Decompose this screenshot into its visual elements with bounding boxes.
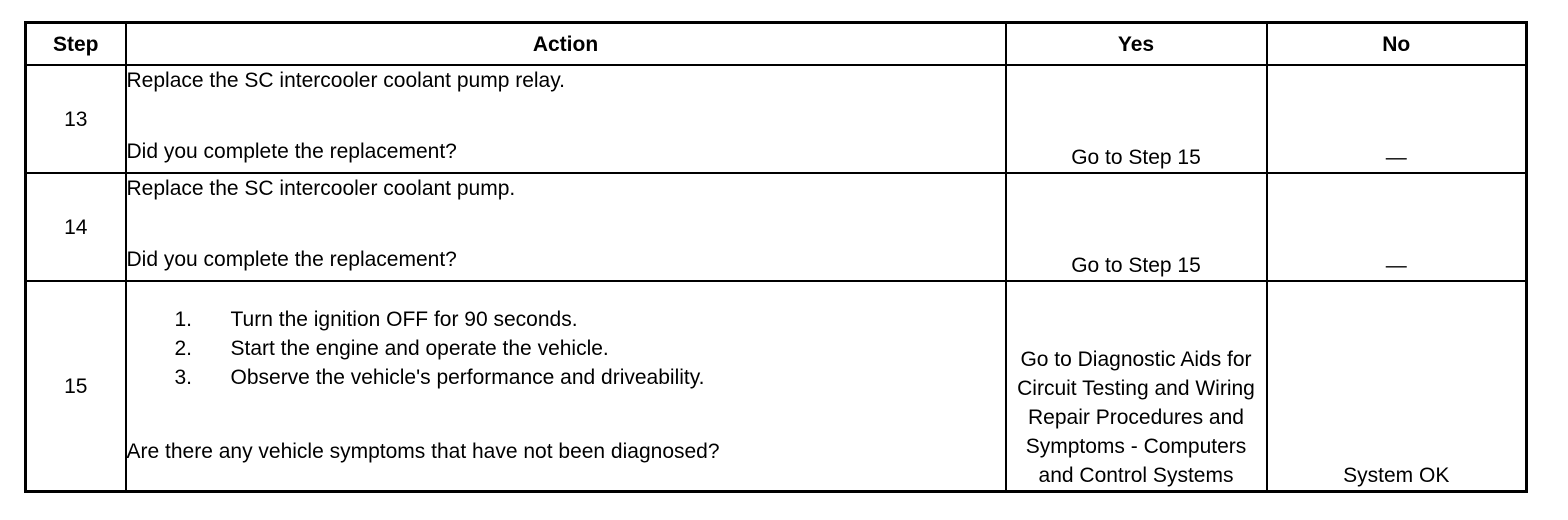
- action-instruction: Replace the SC intercooler coolant pump.: [126, 177, 516, 200]
- yes-result: Go to Step 15: [1006, 173, 1267, 281]
- action-cell: [126, 65, 1006, 173]
- no-result: —: [1267, 173, 1527, 281]
- action-question: Did you complete the replacement?: [126, 248, 457, 271]
- step-number: 13: [26, 65, 126, 173]
- step-number: 14: [26, 173, 126, 281]
- list-item: [175, 305, 705, 334]
- action-cell: [126, 173, 1006, 281]
- action-question: Did you complete the replacement?: [126, 140, 457, 163]
- substep-text: Turn the ignition OFF for 90 seconds.: [230, 308, 578, 331]
- table-row: [26, 173, 1527, 281]
- no-result: System OK: [1267, 281, 1527, 492]
- yes-result-text: Go to Diagnostic Aids for Circuit Testing and Wiring Repair Procedures and Symptoms - Computers and Control Systems: [1017, 348, 1255, 487]
- list-item: [175, 334, 705, 363]
- substep-number: 1.: [174, 308, 193, 331]
- action-cell: [126, 281, 1006, 492]
- header-action: Action: [126, 23, 1006, 66]
- diagnostic-table: [24, 21, 1528, 493]
- header-row: [26, 23, 1527, 66]
- table-row: [26, 65, 1527, 173]
- yes-result: Go to Step 15: [1006, 65, 1267, 173]
- action-question: Are there any vehicle symptoms that have not been diagnosed?: [126, 440, 720, 463]
- substep-number: 2.: [174, 337, 193, 360]
- list-item: [175, 363, 705, 392]
- table-row: [26, 281, 1527, 492]
- substep-text: Observe the vehicle's performance and driveability.: [230, 366, 705, 389]
- header-yes: Yes: [1006, 23, 1267, 66]
- yes-result: [1006, 281, 1267, 492]
- no-result: —: [1267, 65, 1527, 173]
- step-number: 15: [26, 281, 126, 492]
- substep-list: [175, 305, 705, 392]
- header-step: Step: [26, 23, 126, 66]
- substep-number: 3.: [174, 366, 193, 389]
- header-no: No: [1267, 23, 1527, 66]
- substep-text: Start the engine and operate the vehicle.: [230, 337, 609, 360]
- action-instruction: Replace the SC intercooler coolant pump relay.: [126, 69, 566, 92]
